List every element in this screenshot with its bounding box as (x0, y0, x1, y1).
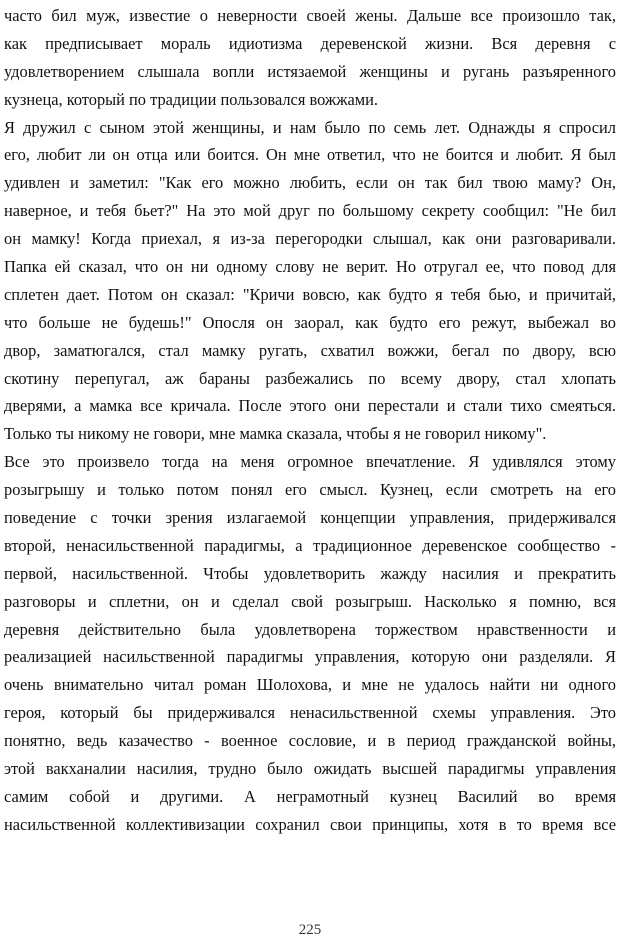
text-line: героя, который бы придерживался ненасильственной схемы управления. Это (4, 703, 616, 723)
text-line: он мамку! Когда приехал, я из-за перегородки слышал, как они разговаривали. (4, 229, 616, 249)
text-line: поведение с точки зрения излагаемой концепции управления, придерживался (4, 508, 616, 528)
text-line: скотину перепугал, аж бараны разбежались по всему двору, стал хлопать (4, 368, 616, 388)
text-line: Папка ей сказал, что он ни одному слову не верит. Но отругал ее, что повод для (4, 257, 616, 277)
text-line: реализацией насильственной парадигмы управления, которую они разделяли. Я (4, 647, 616, 667)
text-line: разговоры и сплетни, он и сделал свой розыгрыш. Насколько я помню, вся (4, 591, 616, 611)
text-line: деревня действительно была удовлетворена торжеством нравственности и (4, 619, 616, 639)
text-line: удовлетворением слышала вопли истязаемой женщины и ругань разъяренного (4, 61, 616, 81)
text-line: кузнеца, который по традиции пользовался вожжами. (4, 89, 379, 109)
text-line: Я дружил с сыном этой женщины, и нам было по семь лет. Однажды я спросил (4, 117, 616, 137)
text-line: что больше не будешь!" Опосля он заорал, как будто его режут, выбежал во (4, 312, 616, 332)
text-line: розыгрышу и только потом понял его смысл. Кузнец, если смотреть на его (4, 480, 616, 500)
text-line: второй, ненасильственной парадигмы, а традиционное деревенское сообщество - (4, 535, 616, 555)
text-line: понятно, ведь казачество - военное сословие, и в период гражданской войны, (4, 731, 616, 751)
text-line: сплетен дает. Потом он сказал: "Кричи вовсю, как будто я тебя бью, и причитай, (4, 284, 616, 304)
text-line: первой, насильственной. Чтобы удовлетворить жажду насилия и прекратить (4, 563, 616, 583)
text-line: очень внимательно читал роман Шолохова, и мне не удалось найти ни одного (4, 675, 616, 695)
body-text (4, 2, 616, 839)
text-line: самим собой и другими. А неграмотный кузнец Василий во время (4, 786, 616, 806)
text-line: часто бил муж, известие о неверности своей жены. Дальше все произошло так, (4, 6, 616, 25)
text-line: этой вакханалии насилия, трудно было ожидать высшей парадигмы управления (4, 759, 616, 779)
text-line: Только ты никому не говори, мне мамка сказала, чтобы я не говорил никому". (4, 424, 547, 444)
text-line: двор, заматюгался, стал мамку ругать, схватил вожжи, бегал по двору, всю (4, 340, 616, 360)
text-line: как предписывает мораль идиотизма деревенской жизни. Вся деревня с (4, 33, 616, 53)
text-line: Все это произвело тогда на меня огромное впечатление. Я удивлялся этому (4, 452, 616, 472)
text-line: дверями, а мамка все кричала. После этого они перестали и стали тихо смеяться. (4, 396, 616, 416)
page-number: 225 (298, 922, 322, 938)
text-line: его, любит ли он отца или боится. Он мне ответил, что не боится и любит. Я был (4, 145, 616, 165)
text-line: насильственной коллективизации сохранил свои принципы, хотя в то время все (4, 814, 616, 834)
text-line: удивлен и заметил: "Как его можно любить, если он так бил твою маму? Он, (4, 173, 616, 193)
text-line: наверное, и тебя бьет?" На это мой друг по большому секрету сообщил: "Не бил (4, 201, 616, 221)
